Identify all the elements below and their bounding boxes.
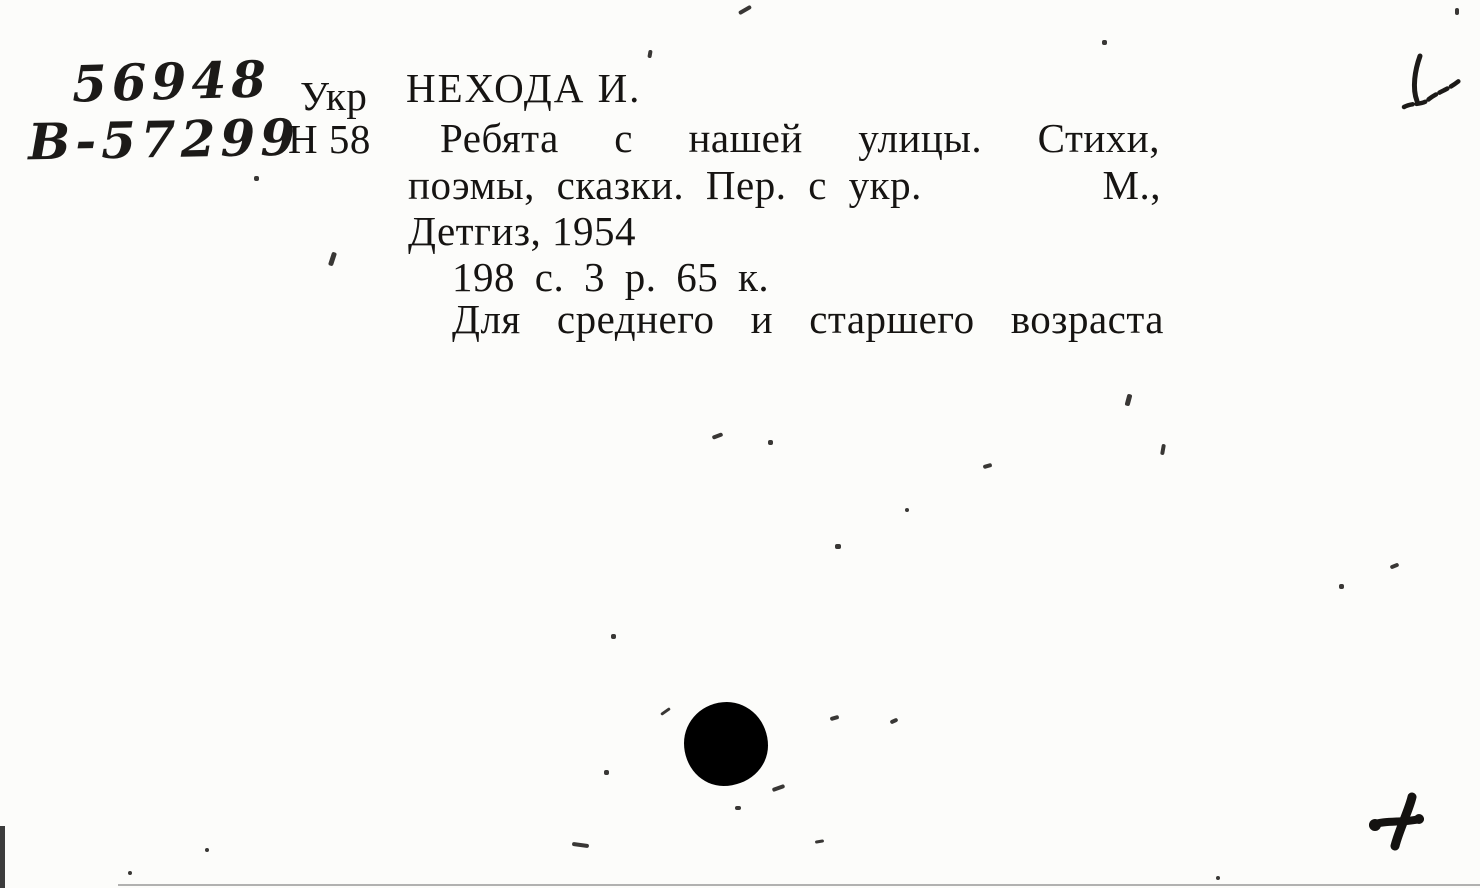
noise-speck <box>254 176 259 181</box>
subtitle-line <box>408 163 1161 209</box>
noise-speck <box>1160 444 1166 456</box>
noise-speck <box>1216 876 1220 880</box>
noise-speck <box>1102 40 1107 45</box>
noise-speck <box>1390 562 1400 569</box>
handwritten-accession-number-1: 56948 <box>71 49 272 114</box>
noise-speck <box>890 717 899 724</box>
noise-speck <box>835 544 841 549</box>
audience-note: Для среднего и старшего возраста <box>452 296 1164 342</box>
title-line: Ребята с нашей улицы. Стихи, <box>440 115 1160 161</box>
noise-speck <box>572 842 589 848</box>
imprint-line: Детгиз, 1954 <box>408 208 637 254</box>
scan-edge-bottom <box>118 884 1480 886</box>
noise-speck <box>768 440 773 445</box>
noise-speck <box>772 784 786 792</box>
author-heading: НЕХОДА И. <box>406 65 642 111</box>
noise-speck <box>1339 584 1344 589</box>
noise-speck <box>128 871 132 875</box>
noise-speck <box>328 252 337 267</box>
handwritten-cross-mark-icon <box>1368 792 1432 856</box>
language-mark: Укр <box>300 73 368 119</box>
handwritten-accession-number-2: В-57299 <box>27 107 301 172</box>
noise-speck <box>712 432 724 440</box>
noise-speck <box>647 50 652 59</box>
noise-speck <box>1455 8 1459 15</box>
noise-speck <box>905 508 909 512</box>
noise-speck <box>604 770 609 775</box>
collation-price-line: 198 с. 3 р. 65 к. <box>452 254 770 300</box>
call-number: Н 58 <box>288 116 371 162</box>
noise-speck <box>1125 394 1133 407</box>
punch-hole <box>684 702 768 786</box>
subtitle-text: поэмы, сказки. Пер. с укр. <box>408 162 922 208</box>
noise-speck <box>815 839 824 844</box>
noise-speck <box>611 634 616 639</box>
scan-edge-left <box>0 826 5 888</box>
noise-speck <box>738 5 752 15</box>
noise-speck <box>830 715 840 721</box>
noise-speck <box>983 463 993 469</box>
noise-speck <box>660 707 671 716</box>
noise-speck <box>205 848 209 852</box>
handwritten-check-mark-icon <box>1398 50 1472 120</box>
publication-place: М., <box>1102 162 1161 208</box>
noise-speck <box>735 806 741 810</box>
